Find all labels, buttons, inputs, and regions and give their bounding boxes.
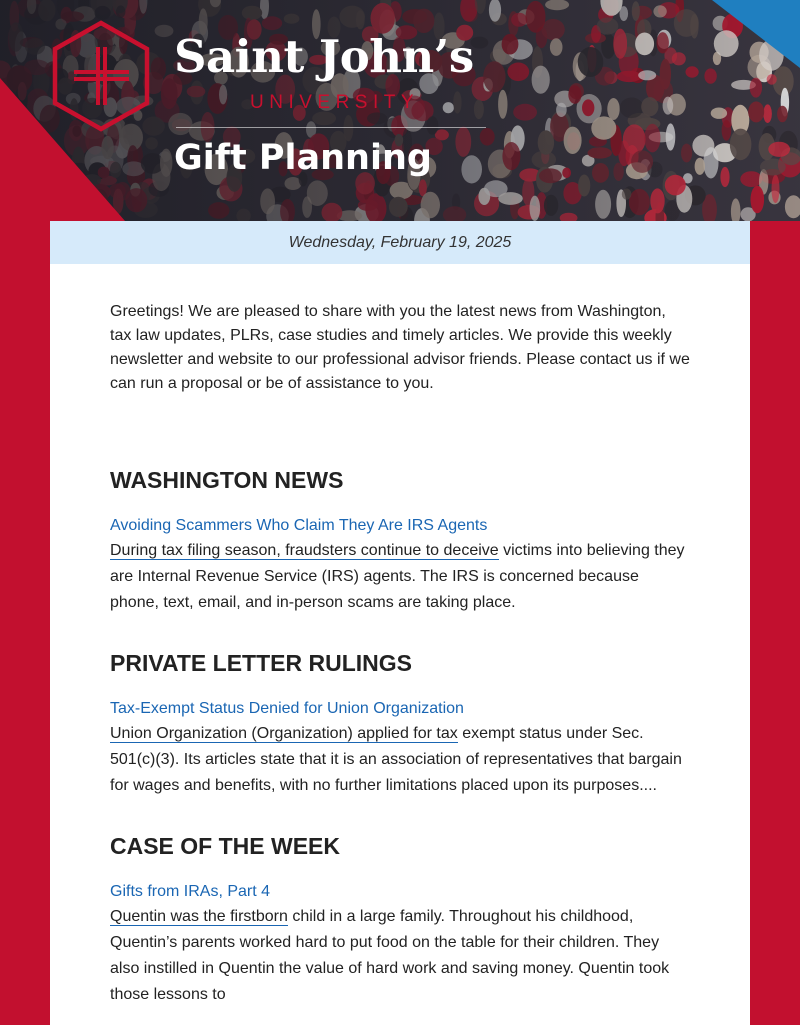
article-summary	[110, 721, 690, 799]
newsletter-title: Gift Planning	[174, 138, 432, 178]
article-link[interactable]: Tax-Exempt Status Denied for Union Organization	[110, 700, 464, 717]
brand-divider	[176, 127, 486, 128]
intro-paragraph: Greetings! We are pleased to share with you the latest news from Washington, tax law updates, PLRs, case studies and timely articles. We provide this weekly newsletter and website to our professional advisor friends. Please contact us if we can run a proposal or be of assistance to you.	[110, 303, 690, 392]
article-summary-rest: child in a large family. Throughout his childhood, Quentin’s parents worked hard to put food on the table for their children. They also instilled in Quentin the value of hard work and saving money. Quentin took those lessons to	[110, 908, 670, 1003]
section-heading: WASHINGTON NEWS	[110, 467, 344, 493]
newsletter-content	[50, 264, 750, 1025]
brand-university: UNIVERSITY	[250, 92, 420, 113]
article-summary	[110, 904, 690, 1008]
article-summary-rest: victims into believing they are Internal Revenue Service (IRS) agents. The IRS is concerned because phone, text, email, and in-person scams are taking place.	[110, 542, 685, 611]
brand-name: Saint John’s	[174, 30, 474, 83]
article-link[interactable]: Gifts from IRAs, Part 4	[110, 883, 271, 900]
article-summary-rest: exempt status under Sec. 501(c)(3). Its articles state that it is an association of representatives that bargain for wages and benefits, with no further limitations placed upon its purposes....	[110, 725, 682, 794]
header-banner	[0, 0, 800, 221]
article-link[interactable]: Avoiding Scammers Who Claim They Are IRS Agents	[110, 517, 488, 534]
article-summary-lead: During tax filing season, fraudsters continue to deceive	[110, 542, 499, 559]
section-private-letter-rulings	[110, 649, 690, 799]
section-heading: CASE OF THE WEEK	[110, 833, 341, 859]
section-washington-news	[110, 466, 690, 616]
article-summary-lead: Union Organization (Organization) applied for tax	[110, 725, 458, 742]
section-case-of-the-week	[110, 832, 690, 1008]
date-bar: Wednesday, February 19, 2025	[50, 221, 750, 264]
cross-hexagon-icon	[50, 20, 152, 132]
article-summary-lead: Quentin was the firstborn	[110, 908, 288, 925]
section-heading: PRIVATE LETTER RULINGS	[110, 650, 412, 676]
article-summary	[110, 538, 690, 616]
